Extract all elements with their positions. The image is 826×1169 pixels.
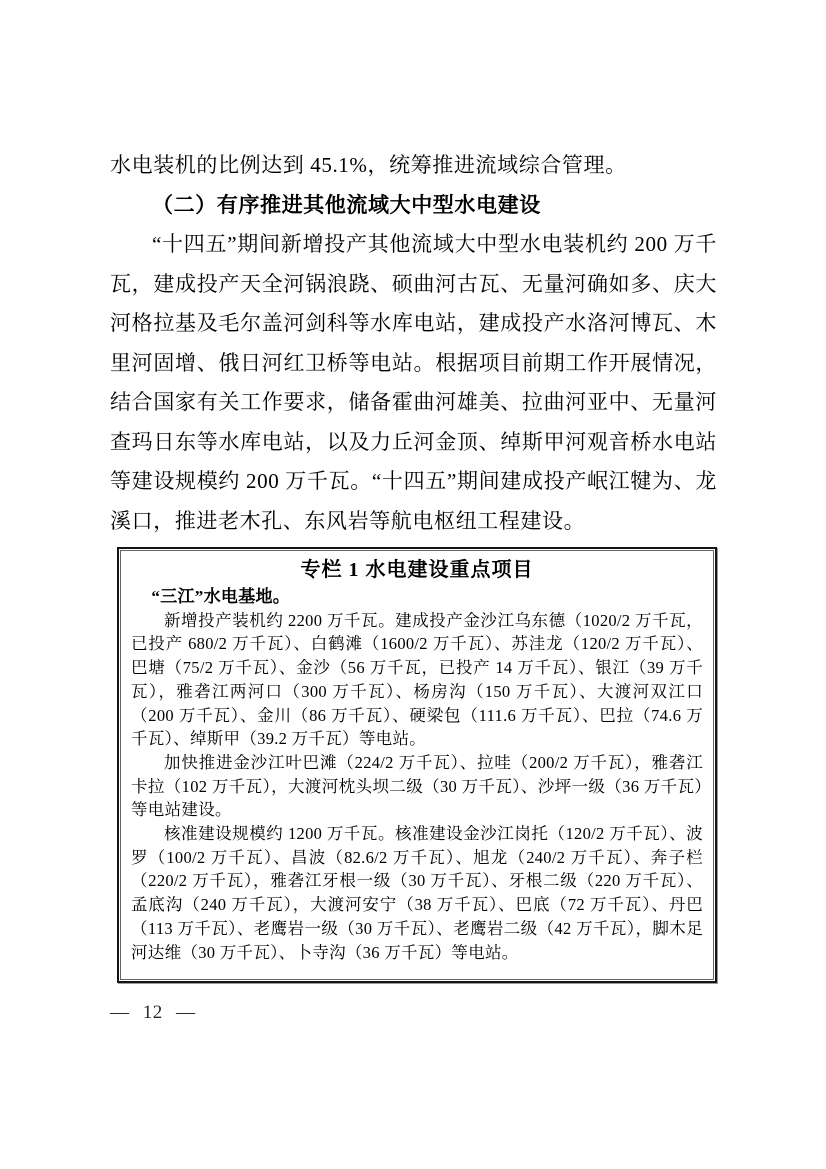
box-paragraph-approved: 核准建设规模约 1200 万千瓦。核准建设金沙江岗托（120/2 万千瓦）、波罗（100/2 万千瓦）、昌波（82.6/2 万千瓦）、旭龙（240/2 万千瓦）、奔子栏（220/2 万千瓦），雅砻江牙根一级（30 万千瓦）、牙根二级（220 万千瓦）、孟底沟（240 万千瓦），大渡河安宁（38 万千瓦）、巴底（72 万千瓦）、丹巴（113 万千瓦）、老鹰岩一级（30 万千瓦）、老鹰岩二级（42 万千瓦），脚木足河达维（30 万千瓦）、卜寺沟（36 万千瓦）等电站。 — [131, 824, 703, 962]
highlight-box — [117, 547, 717, 983]
box-paragraph-accelerate: 加快推进金沙江叶巴滩（224/2 万千瓦）、拉哇（200/2 万千瓦），雅砻江卡拉（102 万千瓦），大渡河枕头坝二级（30 万千瓦）、沙坪一级（36 万千瓦）等电站建设。 — [131, 752, 703, 820]
page-footer — [110, 1002, 196, 1024]
box-title: 专栏 1 水电建设重点项目 — [300, 559, 534, 581]
box-subheading: “三江”水电基地。 — [151, 587, 291, 606]
box-paragraph-new-capacity: 新增投产装机约 2200 万千瓦。建成投产金沙江乌东德（1020/2 万千瓦，已投产 680/2 万千瓦）、白鹤滩（1600/2 万千瓦）、苏洼龙（120/2 万千瓦）、巴塘（75/2 万千瓦）、金沙（56 万千瓦，已投产 14 万千瓦）、银江（39 万千瓦），雅砻江两河口（300 万千瓦）、杨房沟（150 万千瓦）、大渡河双江口（200 万千瓦）、金川（86 万千瓦）、硬梁包（111.6 万千瓦）、巴拉（74.6 万千瓦）、绰斯甲（39.2 万千瓦）等电站。 — [131, 610, 703, 749]
paragraph-body: “十四五”期间新增投产其他流域大中型水电装机约 200 万千瓦，建成投产天全河锅浪跷、硕曲河古瓦、无量河确如多、庆大河格拉基及毛尔盖河剑科等水库电站，建成投产水洛河博瓦、木里河固增、俄日河红卫桥等电站。根据项目前期工作开展情况，结合国家有关工作要求，储备霍曲河雄美、拉曲河亚中、无量河查玛日东等水库电站，以及力丘河金顶、绰斯甲河观音桥水电站等建设规模约 200 万千瓦。“十四五”期间建成投产岷江犍为、龙溪口，推进老木孔、东风岩等航电枢纽工程建设。 — [110, 232, 717, 533]
section-heading: （二）有序推进其他流域大中型水电建设 — [152, 192, 541, 217]
main-content — [110, 146, 717, 983]
paragraph-intro: 水电装机的比例达到 45.1%，统筹推进流域综合管理。 — [110, 153, 627, 177]
page-number: — 12 — — [110, 1002, 196, 1023]
